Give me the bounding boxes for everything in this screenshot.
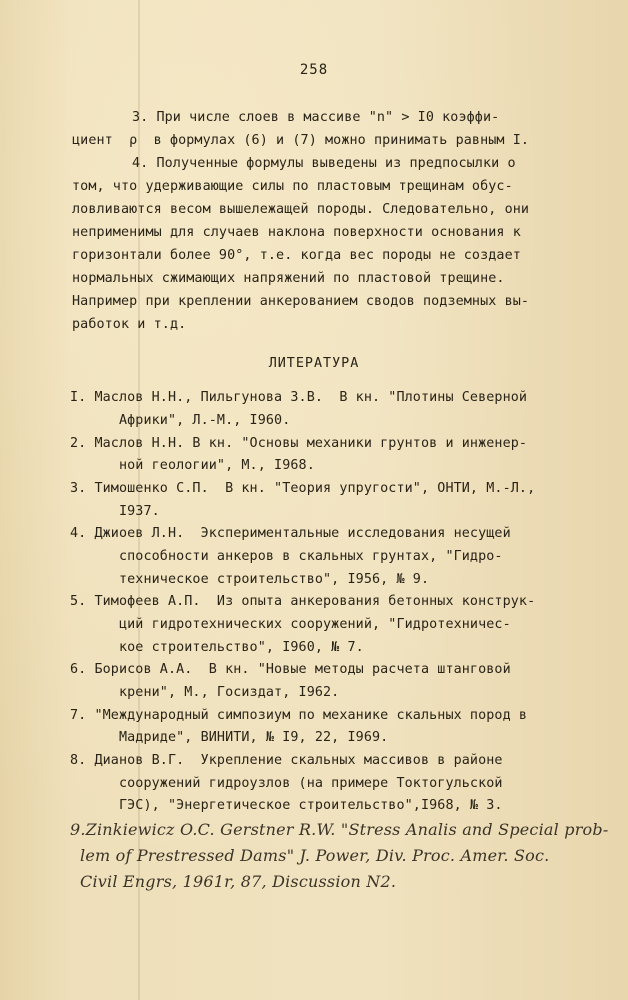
- body-line: циент ρ в формулах (6) и (7) можно принимать равным I.: [72, 133, 530, 148]
- reference-line: сооружений гидроузлов (на примере Токтогульской: [70, 776, 503, 791]
- body-line: Например при креплении анкерованием сводов подземных вы-: [72, 294, 530, 309]
- reference-line: 6. Борисов А.А. В кн. "Новые методы расчета штанговой: [70, 662, 511, 677]
- reference-line: 8. Дианов В.Г. Укрепление скальных массивов в районе: [70, 753, 503, 768]
- reference-line: I937.: [70, 504, 160, 519]
- references-heading: ЛИТЕРАТУРА: [268, 356, 360, 371]
- body-line: неприменимы для случаев наклона поверхности основания к: [72, 225, 521, 240]
- reference-line: 5. Тимофеев А.П. Из опыта анкерования бетонных конструк-: [70, 594, 536, 609]
- handwritten-reference-line: Civil Engrs, 1961r, 87, Discussion N2.: [80, 872, 397, 891]
- body-line: нормальных сжимающих напряжений по пластовой трещине.: [72, 271, 505, 286]
- reference-line: I. Маслов Н.Н., Пильгунова З.В. В кн. "Плотины Северной: [70, 390, 528, 405]
- page-number: 258: [299, 62, 329, 78]
- body-line: горизонтали более 90°, т.е. когда вес породы не создает: [72, 248, 521, 263]
- reference-line: Мадриде", ВИНИТИ, № I9, 22, I969.: [70, 730, 389, 745]
- handwritten-reference-line: 9.Zinkiewicz O.C. Gerstner R.W. "Stress Analis and Special prob-: [70, 820, 609, 839]
- reference-line: 2. Маслов Н.Н. В кн. "Основы механики грунтов и инженер-: [70, 436, 528, 451]
- reference-line: способности анкеров в скальных грунтах, "Гидро-: [70, 549, 503, 564]
- reference-line: 4. Джиоев Л.Н. Экспериментальные исследования несущей: [70, 526, 511, 541]
- reference-line: крени", М., Госиздат, I962.: [70, 685, 340, 700]
- reference-line: техническое строительство", I956, № 9.: [70, 572, 430, 587]
- reference-line: ной геологии", М., I968.: [70, 458, 315, 473]
- reference-line: ГЭС), "Энергетическое строительство",I968, № 3.: [70, 798, 503, 813]
- body-line: ловливаются весом вышележащей породы. Следовательно, они: [72, 202, 530, 217]
- reference-line: 7. "Международный симпозиум по механике скальных пород в: [70, 708, 528, 723]
- body-line: 4. Полученные формулы выведены из предпосылки о: [132, 156, 516, 171]
- handwritten-reference-line: lem of Prestressed Dams" J. Power, Div. Proc. Amer. Soc.: [80, 846, 550, 865]
- reference-line: ций гидротехнических сооружений, "Гидротехничес-: [70, 617, 511, 632]
- reference-line: кое строительство", I960, № 7.: [70, 640, 364, 655]
- reference-line: 3. Тимошенко С.П. В кн. "Теория упругости", ОНТИ, М.-Л.,: [70, 481, 536, 496]
- reference-line: Африки", Л.-М., I960.: [70, 413, 291, 428]
- body-line: 3. При числе слоев в массиве "n" > I0 коэффи-: [132, 110, 500, 125]
- body-line: том, что удерживающие силы по пластовым трещинам обус-: [72, 179, 513, 194]
- body-line: работок и т.д.: [72, 317, 187, 332]
